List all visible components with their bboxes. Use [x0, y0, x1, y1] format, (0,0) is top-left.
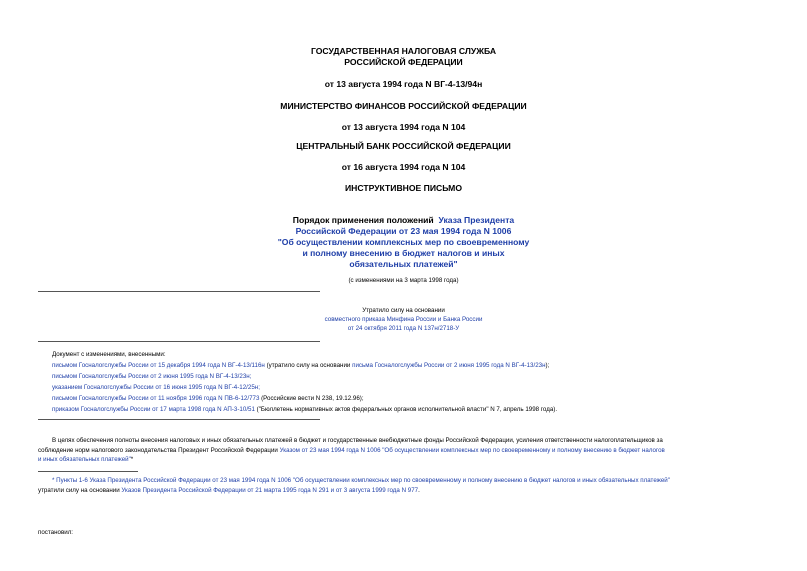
- amendment-link[interactable]: письма Госналогслужбы России от 2 июня 1995 года N ВГ-4-13/23н: [352, 362, 546, 369]
- footnote-marker: *: [130, 456, 134, 463]
- document-type: ИНСТРУКТИВНОЕ ПИСЬМО: [344, 183, 463, 193]
- title-prefix: Порядок применения положений: [292, 215, 434, 225]
- divider: [38, 291, 320, 292]
- decree-link[interactable]: и иных обязательных платежей": [38, 456, 131, 463]
- divider: [38, 419, 320, 420]
- title-line-3[interactable]: "Об осуществлении комплексных мер по своевременному: [277, 237, 530, 247]
- amendment-link[interactable]: письмом Госналогслужбы России от 15 декабря 1994 года N ВГ-4-13/116н: [52, 362, 265, 369]
- amendment-item-5: [52, 405, 557, 414]
- title-line-4[interactable]: и полному внесению в бюджет налогов и иных: [302, 248, 505, 258]
- revoked-line-1: Утратило силу на основании: [362, 307, 445, 314]
- amendment-text: ("Бюллетень нормативных актов федеральных органов исполнительной власти" N 7, апрель 1998 года).: [254, 406, 558, 413]
- revoked-link-1[interactable]: совместного приказа Минфина России и Банка России: [324, 316, 483, 323]
- body-paragraph-line-2: [38, 446, 665, 455]
- date-gns: от 13 августа 1994 года N ВГ-4-13/94н: [324, 79, 483, 89]
- footnote-link[interactable]: * Пункты 1-6 Указа Президента Российской Федерации от 23 мая 1994 года N 1006 "Об осуществлении комплексных мер по своевременному и полному внесению в бюджет налогов и иных обязательных платежей": [52, 477, 670, 484]
- amendment-text: );: [545, 362, 550, 369]
- amendment-item-4: [52, 394, 364, 403]
- footnote-line-1: [52, 476, 670, 485]
- amendments-heading: Документ с изменениями, внесенными:: [52, 351, 166, 358]
- title-line-5[interactable]: обязательных платежей": [349, 259, 458, 269]
- closing-word: постановил:: [38, 529, 74, 536]
- amendment-link[interactable]: приказом Госналогслужбы России от 17 марта 1998 года N АП-3-10/51: [52, 406, 255, 413]
- body-text: соблюдение норм налогового законодательства Президент Российской Федерации: [38, 447, 280, 454]
- title-line-2[interactable]: Российской Федерации от 23 мая 1994 года N 1006: [295, 226, 512, 236]
- amendment-item-3[interactable]: указанием Госналогслужбы России от 16 июня 1995 года N ВГ-4-12/25н;: [52, 384, 260, 391]
- title-line-1: [0, 215, 807, 226]
- amendment-item-2[interactable]: письмом Госналогслужбы России от 2 июня 1995 года N ВГ-4-13/23н;: [52, 373, 252, 380]
- footnote-divider: [38, 471, 138, 472]
- footnote-line-2: [38, 486, 420, 495]
- footnote-text: утратили силу на основании: [38, 487, 122, 494]
- body-paragraph-line-1: В целях обеспечения полноты внесения налоговых и иных обязательных платежей в бюджет и государственные внебюджетные фонды Российской Федерации, усиления ответственности налогоплательщиков за: [52, 437, 663, 444]
- agency-gns-line1: ГОСУДАРСТВЕННАЯ НАЛОГОВАЯ СЛУЖБА: [310, 46, 497, 56]
- date-cbr: от 16 августа 1994 года N 104: [341, 162, 466, 172]
- footnote-text: .: [418, 487, 420, 494]
- decree-link[interactable]: Указа Президента: [438, 215, 515, 225]
- amendment-text: (Российские вести N 238, 19.12.96);: [259, 395, 364, 402]
- amendment-link[interactable]: письмом Госналогслужбы России от 11 ноября 1996 года N ПВ-6-12/773: [52, 395, 260, 402]
- date-minfin: от 13 августа 1994 года N 104: [341, 122, 466, 132]
- decree-link[interactable]: Указом от 23 мая 1994 года N 1006 "Об осуществлении комплексных мер по своевременному и полному внесению в бюджет налогов: [279, 447, 665, 454]
- revoked-link-2[interactable]: от 24 октября 2011 года N 137н/2718-У: [347, 325, 460, 332]
- amendment-item-1: [52, 361, 549, 370]
- agency-cbr: ЦЕНТРАЛЬНЫЙ БАНК РОССИЙСКОЙ ФЕДЕРАЦИИ: [296, 141, 511, 151]
- changes-note: (с изменениями на 3 марта 1998 года): [348, 277, 459, 284]
- agency-gns-line2: РОССИЙСКОЙ ФЕДЕРАЦИИ: [344, 57, 463, 67]
- agency-minfin: МИНИСТЕРСТВО ФИНАНСОВ РОССИЙСКОЙ ФЕДЕРАЦИИ: [280, 101, 527, 111]
- body-paragraph-line-3: [38, 455, 133, 464]
- amendment-text: (утратило силу на основании: [264, 362, 353, 369]
- divider: [38, 341, 320, 342]
- footnote-link[interactable]: Указов Президента Российской Федерации от 21 марта 1995 года N 291 и от 3 августа 1999 года N 977: [121, 487, 419, 494]
